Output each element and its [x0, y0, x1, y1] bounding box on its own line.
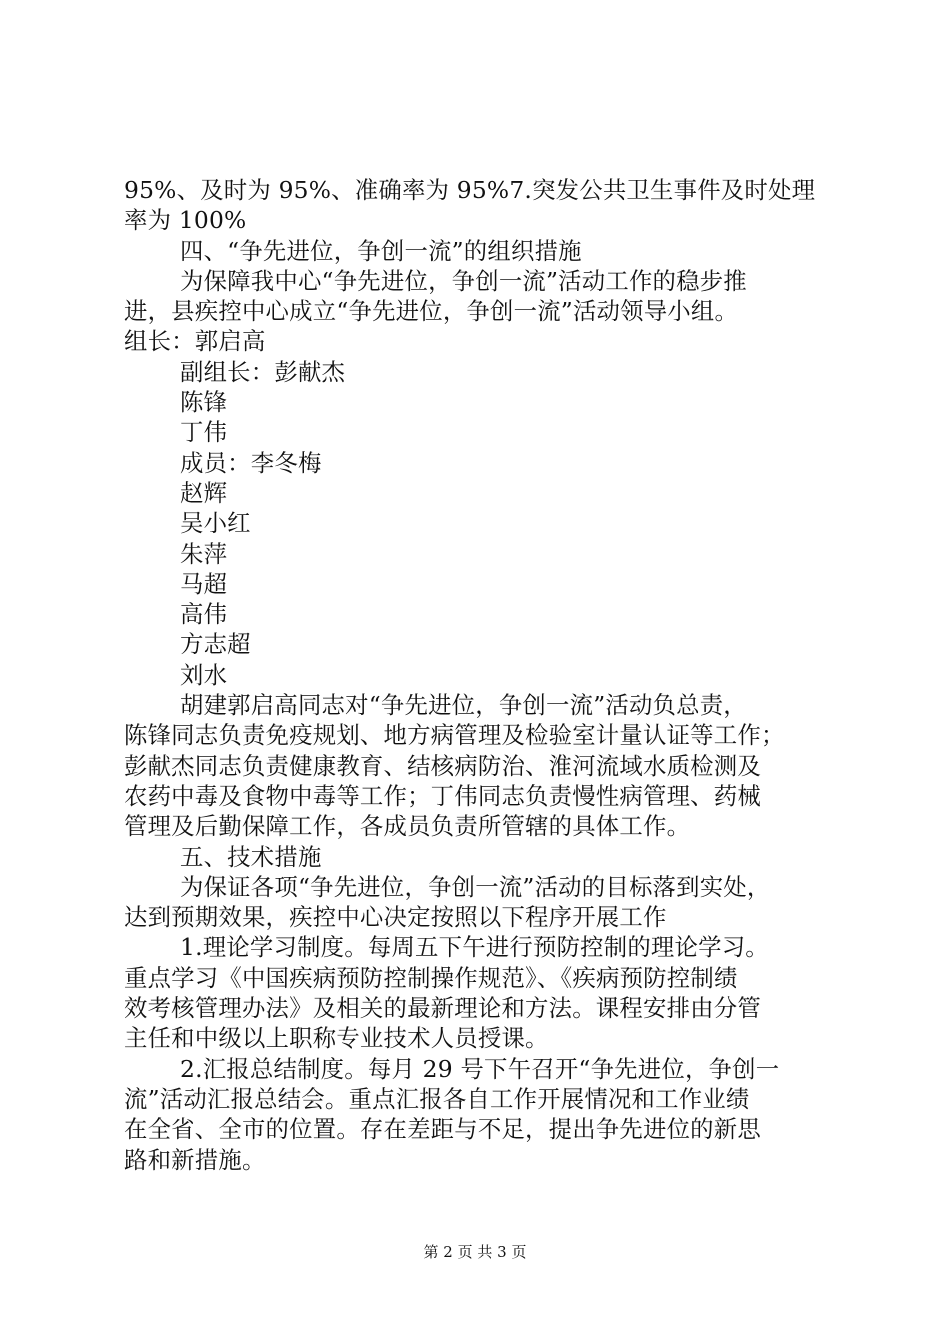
text-line: 陈锋 [180, 388, 228, 417]
document-body [124, 175, 836, 1175]
text-line: 彭献杰同志负责健康教育、结核病防治、淮河流域水质检测及 [124, 751, 761, 780]
text-line: 路和新措施。 [124, 1145, 266, 1174]
text-line: 主任和中级以上职称专业技术人员授课。 [124, 1024, 549, 1053]
text-line: 率为 100% [124, 206, 247, 235]
text-line: 在全省、全市的位置。存在差距与不足，提出争先进位的新思 [124, 1115, 761, 1144]
text-line: 赵辉 [180, 478, 228, 507]
text-line: 2.汇报总结制度。每月 29 号下午召开“争先进位，争创一 [180, 1054, 780, 1083]
text-line: 管理及后勤保障工作，各成员负责所管辖的具体工作。 [124, 812, 691, 841]
text-line: 1.理论学习制度。每周五下午进行预防控制的理论学习。 [180, 933, 769, 962]
text-line: 丁伟 [180, 418, 228, 447]
text-line: 重点学习《中国疾病预防控制操作规范》、《疾病预防控制绩 [124, 963, 738, 992]
text-line: 四、“争先进位，争创一流”的组织措施 [180, 236, 582, 265]
text-line: 高伟 [180, 600, 228, 629]
text-line: 五、技术措施 [180, 842, 322, 871]
text-line: 为保证各项“争先进位，争创一流”活动的目标落到实处， [180, 872, 771, 901]
text-line: 马超 [180, 569, 228, 598]
text-line: 95%、及时为 95%、准确率为 95%7.突发公共卫生事件及时处理 [124, 176, 816, 204]
text-line: 农药中毒及食物中毒等工作；丁伟同志负责慢性病管理、药械 [124, 781, 761, 810]
text-line: 成员：李冬梅 [180, 448, 322, 477]
text-line: 朱萍 [180, 539, 228, 568]
text-line: 方志超 [180, 630, 251, 659]
text-line: 流”活动汇报总结会。重点汇报各自工作开展情况和工作业绩 [124, 1084, 750, 1113]
text-line: 效考核管理办法》及相关的最新理论和方法。课程安排由分管 [124, 994, 761, 1023]
page-footer: 第 2 页 共 3 页 [423, 1243, 527, 1261]
text-line: 陈锋同志负责免疫规划、地方病管理及检验室计量认证等工作； [124, 721, 785, 750]
text-line: 组长：郭启高 [124, 327, 266, 356]
text-line: 达到预期效果，疾控中心决定按照以下程序开展工作 [124, 903, 667, 932]
text-line: 吴小红 [180, 509, 251, 538]
text-line: 副组长：彭献杰 [180, 357, 346, 386]
text-line: 胡建郭启高同志对“争先进位，争创一流”活动负总责， [180, 691, 747, 720]
text-line: 进，县疾控中心成立“争先进位，争创一流”活动领导小组。 [124, 297, 739, 326]
text-line: 刘水 [180, 660, 228, 689]
text-line: 为保障我中心“争先进位，争创一流”活动工作的稳步推 [180, 266, 747, 295]
